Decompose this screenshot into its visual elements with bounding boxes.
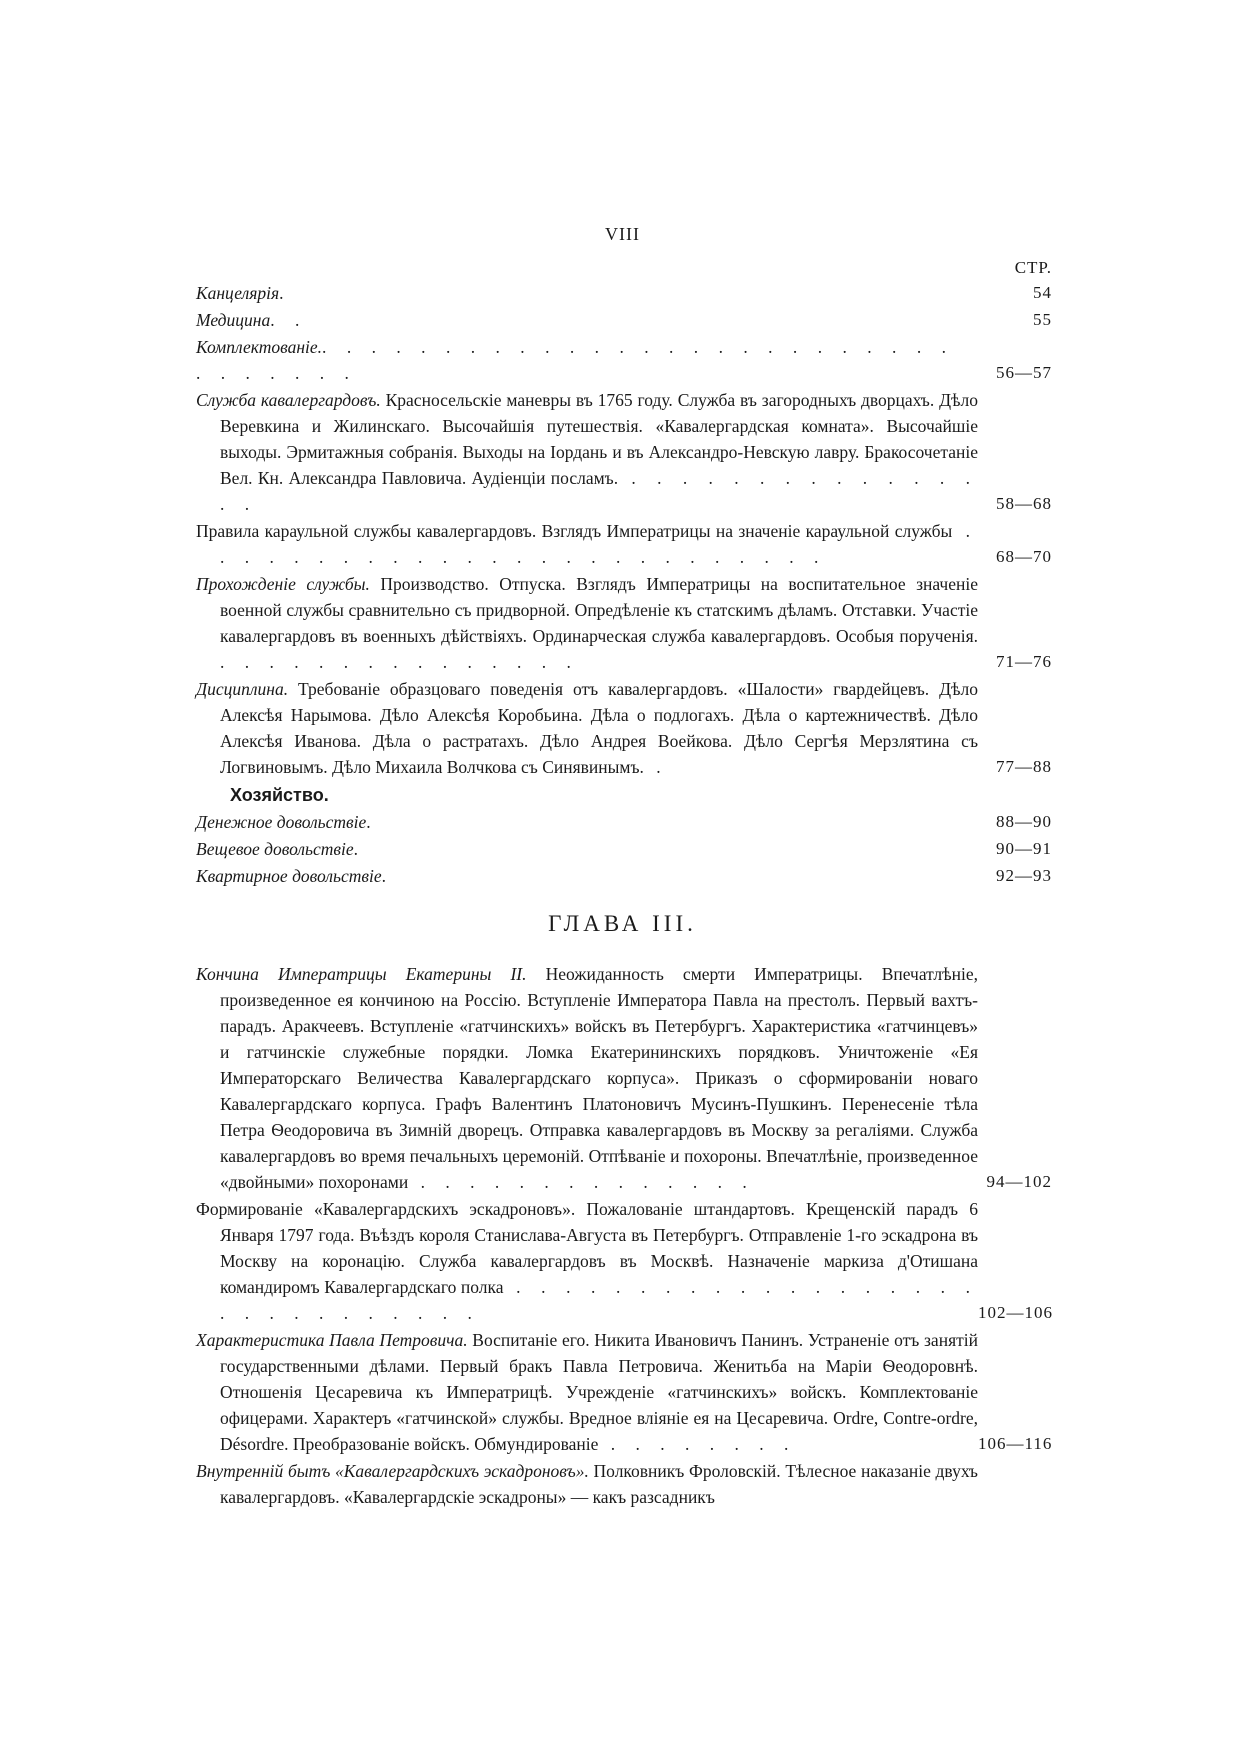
page-number: VIII [605, 224, 640, 244]
toc-entry [196, 836, 1052, 862]
toc-entry-text [196, 280, 954, 306]
toc-entry-title: Квартирное довольствіе [196, 866, 382, 886]
toc-entry-pages: 68—70 [996, 547, 1052, 566]
toc-entry-body: Воспитаніе его. Никита Ивановичъ Панинъ. Устраненіе отъ занятій государственными дѣлами. Первый бракъ Павла Петровича. Женитьба на Маріи Ѳеодоровнѣ. Отношенія Цесаревича къ Императрицѣ. Учрежденіе «гатчинскихъ» войскъ. Комплектованіе офицерами. Характеръ «гатчинской» службы. Вредное вліяніе ея на Цесаревича. Ordre, Contre-ordre, Désordre. Преобразованіе войскъ. Обмундированіе [220, 1330, 978, 1454]
toc-entry-body: Требованіе образцоваго поведенія отъ кавалергардовъ. «Шалости» гвардейцевъ. Дѣло Алексѣя Нарымова. Дѣло Алексѣя Коробьина. Дѣла о подлогахъ. Дѣла о картежничествѣ. Дѣло Алексѣя Иванова. Дѣла о растратахъ. Дѣло Андрея Воейкова. Дѣло Сергѣя Мерзлятина съ Логвиновымъ. Дѣло Михаила Волчкова съ Синявинымъ. [220, 679, 978, 777]
toc-entry-body: Производство. Отпуска. Взглядъ Императрицы на воспитательное значеніе военной службы сравнительно съ придворной. Опредѣленіе къ статскимъ дѣламъ. Отставки. Участіе кавалергардовъ въ военныхъ дѣйствіяхъ. Ординарческая служба кавалергардовъ. Особыя порученія. [220, 574, 979, 646]
toc-entry-body: Полковникъ Фроловскій. Тѣлесное наказаніе двухъ кавалергардовъ. «Кавалергардскіе эскадроны» — какъ разсадникъ [220, 1461, 978, 1507]
toc-entry-leader: . [643, 757, 669, 777]
toc-entry-leader: . . . . . . . . . . . . . . . [220, 652, 579, 672]
toc-entry-leader: . . . . . . . . [598, 1434, 797, 1454]
toc-entry-text [196, 387, 978, 517]
toc-entry-pages: 54 [1033, 283, 1052, 302]
toc-entry [196, 863, 1052, 889]
page-column-header: СТР. [1014, 258, 1052, 277]
toc-entry-body: Неожиданность смерти Императрицы. Впечатлѣніе, произведенное ея кончиною на Россію. Вступленіе Императора Павла на престолъ. Первый вахтъ-парадъ. Аракчеевъ. Вступленіе «гатчинскихъ» войскъ въ Петербургъ. Характеристика «гатчинцевъ» и гатчинскіе служебные порядки. Ломка Екатерининскихъ порядковъ. Уничтоженіе «Ея Императорскаго Величества Кавалергардскаго корпуса». Приказъ о сформированіи новаго Кавалергардскаго корпуса. Графъ Валентинъ Платоновичъ Мусинъ-Пушкинъ. Перенесеніе тѣла Петра Ѳеодоровича въ Зимній дворецъ. Отправка кавалергардовъ въ Москву за регаліями. Служба кавалергардовъ во время печальныхъ церемоній. Отпѣваніе и похороны. Впечатлѣніе, произведенное «двойными» похоронами [220, 964, 978, 1192]
toc-entry [196, 387, 1052, 517]
toc-entry-body: Формированіе «Кавалергардскихъ эскадроновъ». Пожалованіе штандартовъ. Крещенскій парадъ 6 Января 1797 года. Въѣздъ короля Станислава-Августа въ Петербургъ. Отправленіе 1-го эскадрона въ Москву на коронацію. Служба кавалергардовъ въ Москвѣ. Назначеніе маркиза д'Отишана командиромъ Кавалергардскаго полка [196, 1199, 978, 1297]
toc-entry-body: Красносельскіе маневры въ 1765 году. Служба въ загородныхъ дворцахъ. Дѣло Веревкина и Жилинскаго. Высочайшія путешествія. «Кавалергардская комната». Высочайшіе выходы. Эрмитажныя собранія. Выходы на Іордань и въ Александро-Невскую лавру. Бракосочетаніе Вел. Кн. Александра Павловича. Аудіенціи посламъ. [220, 390, 979, 488]
toc-entry-text [196, 571, 978, 675]
toc-entry [196, 518, 1052, 570]
toc-entry [196, 571, 1052, 675]
toc-entry-body: Правила караульной службы кавалергардовъ. Взглядъ Императрицы на значеніе караульной службы [196, 521, 953, 541]
toc-entry-leader: . . . . . . . . . . . . . . . . . . . . . . . . . . . . . . [220, 1277, 979, 1323]
toc-entry-leader: . [279, 283, 292, 303]
toc-entry-leader: . [353, 839, 367, 859]
toc-entry [196, 809, 1052, 835]
toc-entry-pages: 94—102 [986, 1172, 1052, 1191]
toc-entry [196, 1458, 1052, 1510]
toc-entry-title: Характеристика Павла Петровича. [196, 1330, 468, 1350]
toc-entry [196, 280, 1052, 306]
toc-entry-text [196, 1327, 978, 1457]
toc-entry-leader: . [381, 866, 394, 886]
toc-entry-text [196, 518, 978, 570]
toc-entry-text [196, 1458, 978, 1510]
chapter-heading: ГЛАВА III. [548, 911, 697, 936]
toc-entry-text [196, 307, 954, 333]
toc-entry-title: Внутренній бытъ «Кавалергардскихъ эскадроновъ». [196, 1461, 589, 1481]
toc-entry [196, 1196, 1052, 1326]
toc-entry-title: Канцелярія [196, 283, 280, 303]
toc-entry-pages: 77—88 [996, 757, 1052, 776]
toc-entry-leader: . . . . . . . . . . . . . . . . . . . . . . . . . . . . . . . . . [196, 337, 954, 383]
toc-entry-text [196, 809, 954, 835]
toc-entry [196, 676, 1052, 780]
toc-entry-title: Вещевое довольствіе [196, 839, 354, 859]
section-heading: Хозяйство. [230, 785, 329, 805]
toc-entry-leader: . . . . . . . . . . . . . . [408, 1172, 755, 1192]
toc-entry-title: Кончина Императрицы Екатерины II. [196, 964, 527, 984]
toc-entry [196, 307, 1052, 333]
toc-entry-pages: 56—57 [996, 363, 1052, 382]
toc-entry-text [196, 676, 978, 780]
toc-entry [196, 334, 1052, 386]
toc-entry-title: Денежное довольствіе [196, 812, 367, 832]
toc-entry [196, 961, 1052, 1195]
toc-entry-pages: 71—76 [996, 652, 1052, 671]
toc-entry-text [196, 961, 978, 1195]
toc-entry-title: Дисциплина. [196, 679, 289, 699]
toc-entry-leader: . [366, 812, 379, 832]
toc-entry-title: Медицина [196, 310, 271, 330]
toc-entry-pages: 106—116 [978, 1434, 1053, 1453]
toc-entry-pages: 92—93 [996, 866, 1052, 885]
toc-entry-text [196, 334, 954, 386]
toc-entry-pages: 55 [1033, 310, 1052, 329]
toc-entry-title: Прохожденіе службы. [196, 574, 370, 594]
toc-entry-title: Служба кавалергардовъ. [196, 390, 381, 410]
toc-entry-text [196, 863, 954, 889]
toc-entry-text [196, 836, 954, 862]
toc-entry [196, 1327, 1052, 1457]
toc-entry-pages: 90—91 [996, 839, 1052, 858]
toc-entry-title: Комплектованіе. [196, 337, 323, 357]
toc-entry-leader: . . . . . . . . . . . . . . . . [220, 468, 979, 514]
toc-entry-pages: 58—68 [996, 494, 1052, 513]
toc-entry-pages: 88—90 [996, 812, 1052, 831]
entry-group-a [196, 280, 1052, 780]
toc-entry-leader: . . . . . . . . . . . . . . . . . . . . . . . . . . [220, 521, 978, 567]
toc-entry-text [196, 1196, 978, 1326]
toc-entry-leader: . . [270, 310, 308, 330]
entry-group-c [196, 961, 1052, 1510]
entry-group-b [196, 809, 1052, 889]
toc-entry-pages: 102—106 [978, 1303, 1053, 1322]
table-of-contents [196, 256, 1052, 1511]
